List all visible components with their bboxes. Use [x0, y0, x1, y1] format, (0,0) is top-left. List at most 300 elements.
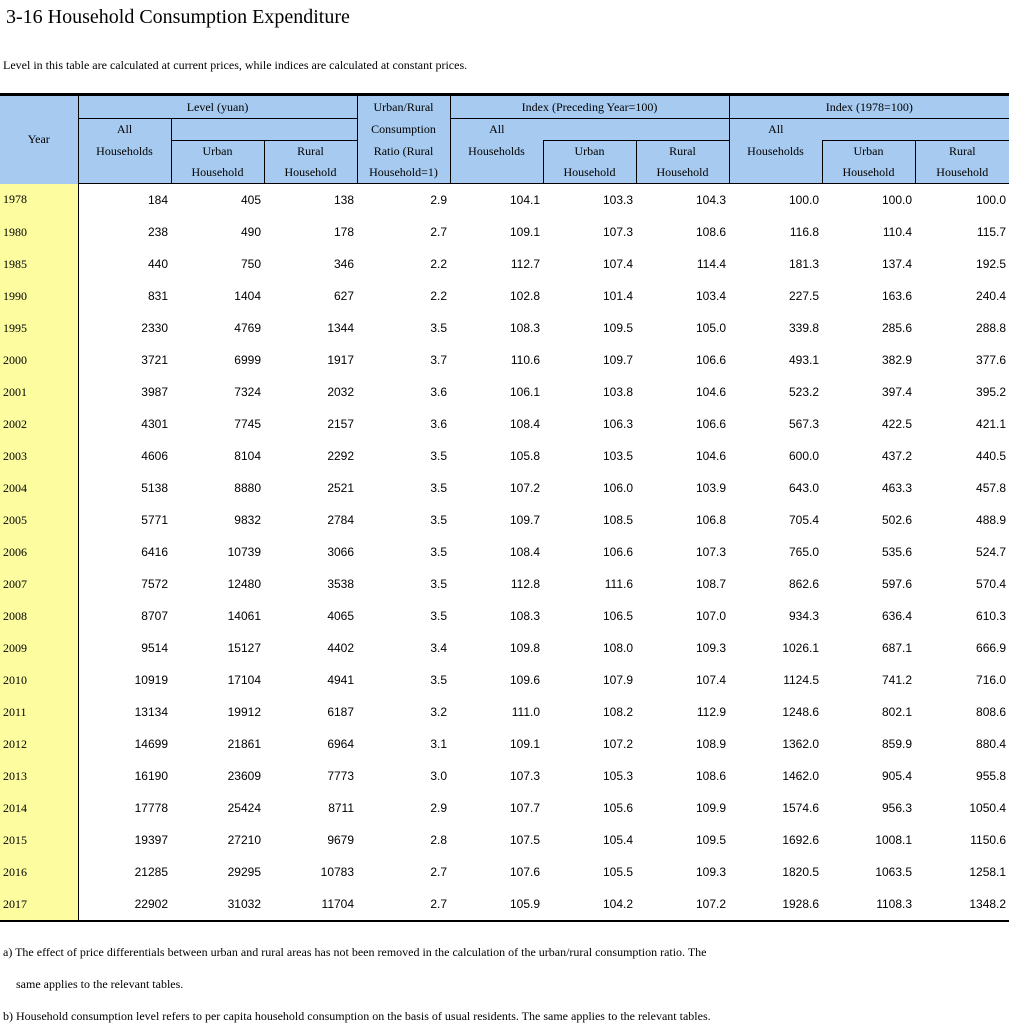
cell-level-rural: 138	[333, 193, 355, 207]
cell-prev-rural: 106.6	[695, 417, 727, 431]
cell-base-all: 493.1	[788, 353, 820, 367]
cell-ratio: 3.5	[430, 609, 448, 623]
cell-base-urban: 1108.3	[822, 888, 915, 921]
cell-ratio: 3.1	[430, 737, 448, 751]
cell-ratio: 3.2	[430, 705, 448, 719]
cell-ratio: 2.2	[430, 289, 448, 303]
header-level-rural-line1: Rural	[264, 141, 357, 163]
cell-prev-urban: 106.6	[602, 545, 634, 559]
cell-prev-rural: 114.4	[696, 257, 727, 271]
cell-prev-all: 104.1	[509, 193, 541, 207]
header-ratio-line4: Household=1)	[357, 162, 450, 184]
cell-level-all: 184	[147, 193, 168, 207]
cell-base-rural: 395.2	[976, 385, 1007, 399]
cell-level-all: 4606	[141, 449, 168, 463]
cell-base-rural: 457.8	[976, 481, 1007, 495]
cell-prev-rural: 106.8	[695, 513, 727, 527]
table-row	[0, 824, 1009, 856]
cell-year: 2013	[0, 760, 78, 792]
cell-prev-all: 107.2	[509, 481, 541, 495]
cell-base-all: 181.3	[788, 257, 820, 271]
cell-year: 2007	[0, 568, 78, 600]
cell-base-rural: 524.7	[976, 545, 1007, 559]
cell-prev-rural: 107.4	[695, 673, 727, 687]
table-row	[0, 888, 1009, 921]
cell-level-all: 440	[147, 257, 168, 271]
table-row	[0, 216, 1009, 248]
cell-prev-rural: 108.6	[695, 225, 727, 239]
cell-prev-urban: 108.2	[602, 705, 634, 719]
cell-ratio: 3.0	[430, 769, 448, 783]
cell-prev-rural: 109.9	[695, 801, 727, 815]
header-year: Year	[0, 95, 78, 184]
cell-prev-rural: 103.9	[695, 481, 727, 495]
cell-prev-urban: 103.3	[602, 193, 634, 207]
cell-level-all: 3987	[141, 385, 168, 399]
header-level-urban-line1: Urban	[171, 141, 264, 163]
table-row	[0, 536, 1009, 568]
header-ratio-line1: Urban/Rural	[357, 95, 450, 119]
cell-year: 1980	[0, 216, 78, 248]
cell-prev-urban: 106.5	[602, 609, 634, 623]
cell-base-rural: 115.7	[976, 225, 1007, 239]
cell-base-urban: 463.3	[881, 481, 913, 495]
cell-ratio: 3.5	[430, 673, 448, 687]
cell-level-urban: 405	[240, 193, 261, 207]
cell-ratio: 3.4	[430, 641, 448, 655]
cell-base-urban: 1063.5	[875, 865, 913, 879]
cell-ratio: 3.5	[430, 513, 448, 527]
cell-base-urban: 1008.1	[875, 833, 913, 847]
cell-level-all: 22902	[78, 888, 171, 921]
cell-year: 2002	[0, 408, 78, 440]
cell-year: 2011	[0, 696, 78, 728]
cell-base-rural: 1258.1	[969, 865, 1007, 879]
cell-level-rural: 11704	[264, 888, 357, 921]
cell-level-rural: 6964	[327, 737, 355, 751]
cell-level-urban: 15127	[227, 641, 261, 655]
header-level-rural-line2: Household	[264, 162, 357, 184]
cell-prev-rural: 107.0	[695, 609, 727, 623]
cell-base-urban: 437.2	[881, 449, 913, 463]
cell-year: 2010	[0, 664, 78, 696]
table-row	[0, 344, 1009, 376]
table-row	[0, 184, 1009, 217]
cell-level-rural: 4402	[327, 641, 355, 655]
cell-level-rural: 7773	[327, 769, 355, 783]
cell-prev-rural: 103.4	[695, 289, 727, 303]
cell-year: 2015	[0, 824, 78, 856]
cell-level-all: 13134	[134, 705, 168, 719]
cell-year: 2005	[0, 504, 78, 536]
cell-level-rural: 1917	[327, 353, 355, 367]
cell-level-rural: 2292	[327, 449, 355, 463]
cell-level-rural: 6187	[327, 705, 355, 719]
cell-prev-all: 109.6	[509, 673, 541, 687]
header-index-preceding-year: Index (Preceding Year=100)	[450, 95, 729, 119]
cell-prev-urban: 103.5	[602, 449, 634, 463]
header-base-all-line3	[729, 162, 822, 184]
cell-base-urban: 956.3	[881, 801, 913, 815]
cell-base-rural: 808.6	[976, 705, 1007, 719]
table-row	[0, 472, 1009, 504]
cell-level-urban: 23609	[227, 769, 261, 783]
cell-level-urban: 14061	[227, 609, 261, 623]
table-row	[0, 792, 1009, 824]
header-ratio-line3: Ratio (Rural	[357, 141, 450, 163]
cell-level-rural: 2784	[327, 513, 355, 527]
cell-base-all: 523.2	[788, 385, 820, 399]
cell-year: 2012	[0, 728, 78, 760]
cell-prev-all: 107.7	[509, 801, 541, 815]
cell-base-all: 600.0	[788, 449, 820, 463]
note-b: b) Household consumption level refers to per capita household consumption on the basis of usual residents. The same applies to the relevant tables.	[3, 1009, 711, 1023]
header-base-spacer	[822, 119, 1009, 141]
table-header	[0, 95, 1009, 184]
cell-level-urban: 25424	[227, 801, 261, 815]
cell-prev-rural: 105.0	[695, 321, 727, 335]
cell-ratio: 3.5	[430, 481, 448, 495]
cell-base-all: 1462.0	[782, 769, 820, 783]
cell-base-all: 765.0	[788, 545, 820, 559]
cell-level-urban: 7324	[234, 385, 261, 399]
cell-level-urban: 6999	[234, 353, 261, 367]
header-base-urban-line1: Urban	[822, 141, 915, 163]
cell-base-rural: 288.8	[976, 321, 1007, 335]
table-row	[0, 728, 1009, 760]
cell-year: 2003	[0, 440, 78, 472]
header-base-rural-line1: Rural	[915, 141, 1009, 163]
cell-prev-urban: 108.5	[602, 513, 634, 527]
cell-year: 1995	[0, 312, 78, 344]
cell-level-all: 14699	[134, 737, 168, 751]
cell-prev-urban: 103.8	[602, 385, 634, 399]
header-level-all-line1: All	[78, 119, 171, 141]
cell-level-rural: 9679	[327, 833, 355, 847]
cell-base-urban: 741.2	[881, 673, 913, 687]
cell-prev-rural: 108.6	[695, 769, 727, 783]
cell-prev-all: 109.8	[509, 641, 541, 655]
cell-prev-all: 108.4	[509, 417, 541, 431]
cell-base-urban: 535.6	[881, 545, 913, 559]
cell-base-rural: 955.8	[976, 769, 1007, 783]
cell-year: 2004	[0, 472, 78, 504]
cell-base-rural: 192.5	[976, 257, 1007, 271]
cell-prev-rural: 107.2	[636, 888, 729, 921]
cell-prev-all: 109.7	[509, 513, 541, 527]
cell-base-all: 339.8	[788, 321, 820, 335]
header-prev-all-line3	[450, 162, 543, 184]
cell-base-all: 934.3	[788, 609, 820, 623]
cell-ratio: 2.9	[430, 193, 448, 207]
table-row	[0, 568, 1009, 600]
cell-base-all: 705.4	[788, 513, 820, 527]
cell-base-urban: 905.4	[881, 769, 913, 783]
cell-prev-urban: 108.0	[602, 641, 634, 655]
cell-level-all: 238	[147, 225, 168, 239]
cell-level-rural: 178	[333, 225, 355, 239]
cell-level-rural: 1344	[327, 321, 355, 335]
cell-level-urban: 17104	[227, 673, 261, 687]
table-row	[0, 760, 1009, 792]
cell-ratio: 2.7	[357, 888, 450, 921]
cell-prev-all: 108.4	[509, 545, 541, 559]
table-row	[0, 696, 1009, 728]
cell-ratio: 3.5	[430, 545, 448, 559]
cell-ratio: 2.2	[430, 257, 448, 271]
cell-prev-all: 108.3	[509, 609, 541, 623]
cell-base-all: 862.6	[788, 577, 820, 591]
cell-level-urban: 4769	[234, 321, 261, 335]
cell-prev-rural: 108.9	[695, 737, 727, 751]
cell-base-rural: 880.4	[976, 737, 1007, 751]
cell-level-urban: 9832	[234, 513, 261, 527]
table-row	[0, 312, 1009, 344]
cell-level-rural: 627	[333, 289, 355, 303]
cell-base-urban: 687.1	[881, 641, 913, 655]
cell-prev-urban: 107.4	[602, 257, 634, 271]
cell-base-all: 1928.6	[729, 888, 822, 921]
header-prev-all-line1: All	[450, 119, 543, 141]
cell-level-urban: 19912	[227, 705, 261, 719]
cell-base-urban: 502.6	[881, 513, 913, 527]
cell-prev-all: 107.5	[509, 833, 541, 847]
cell-prev-all: 112.7	[510, 257, 541, 271]
cell-year: 1990	[0, 280, 78, 312]
cell-prev-all: 112.8	[510, 577, 541, 591]
cell-base-rural: 666.9	[976, 641, 1007, 655]
cell-prev-rural: 104.6	[695, 385, 727, 399]
header-level-all-line2: Households	[78, 141, 171, 163]
cell-prev-urban: 105.5	[602, 865, 634, 879]
cell-base-all: 1248.6	[782, 705, 820, 719]
cell-ratio: 3.5	[430, 321, 448, 335]
cell-base-all: 227.5	[788, 289, 820, 303]
cell-prev-rural: 112.9	[696, 705, 727, 719]
note-a-line2: same applies to the relevant tables.	[16, 977, 184, 991]
cell-prev-urban: 105.3	[602, 769, 634, 783]
cell-ratio: 3.7	[430, 353, 448, 367]
cell-level-urban: 27210	[227, 833, 261, 847]
cell-level-rural: 2032	[327, 385, 355, 399]
cell-base-rural: 716.0	[976, 673, 1007, 687]
cell-level-urban: 1404	[234, 289, 261, 303]
cell-level-all: 6416	[141, 545, 168, 559]
cell-year: 2001	[0, 376, 78, 408]
cell-level-urban: 750	[240, 257, 261, 271]
cell-level-all: 17778	[134, 801, 168, 815]
cell-base-all: 1574.6	[782, 801, 820, 815]
cell-prev-rural: 109.3	[695, 641, 727, 655]
cell-base-urban: 163.6	[881, 289, 913, 303]
cell-prev-urban: 107.9	[602, 673, 634, 687]
header-level-all-line3	[78, 162, 171, 184]
cell-base-rural: 1150.6	[970, 833, 1007, 847]
cell-ratio: 2.7	[430, 865, 448, 879]
cell-base-all: 1026.1	[782, 641, 820, 655]
cell-base-rural: 488.9	[976, 513, 1007, 527]
cell-prev-all: 105.8	[509, 449, 541, 463]
cell-prev-rural: 108.7	[695, 577, 727, 591]
header-base-urban-line2: Household	[822, 162, 915, 184]
header-base-rural-line2: Household	[915, 162, 1009, 184]
cell-prev-all: 107.3	[509, 769, 541, 783]
cell-base-urban: 636.4	[881, 609, 913, 623]
cell-level-rural: 2521	[327, 481, 355, 495]
header-base-all-line2: Households	[729, 141, 822, 163]
cell-base-all: 567.3	[788, 417, 820, 431]
cell-year: 2009	[0, 632, 78, 664]
cell-base-all: 1362.0	[782, 737, 820, 751]
cell-base-all: 1124.5	[783, 673, 820, 687]
table-row	[0, 632, 1009, 664]
cell-prev-rural: 106.6	[695, 353, 727, 367]
cell-level-rural: 346	[333, 257, 355, 271]
header-ratio-line2: Consumption	[357, 119, 450, 141]
cell-prev-rural: 104.6	[695, 449, 727, 463]
cell-base-urban: 859.9	[881, 737, 913, 751]
table-row	[0, 408, 1009, 440]
cell-prev-all: 110.6	[510, 353, 541, 367]
header-index-1978: Index (1978=100)	[729, 95, 1009, 119]
cell-base-rural: 610.3	[976, 609, 1007, 623]
cell-prev-rural: 107.3	[695, 545, 727, 559]
cell-prev-all: 108.3	[509, 321, 541, 335]
cell-prev-urban: 104.2	[543, 888, 636, 921]
cell-base-urban: 285.6	[881, 321, 913, 335]
consumption-table	[0, 93, 1009, 922]
table-row	[0, 856, 1009, 888]
cell-base-rural: 1348.2	[915, 888, 1009, 921]
table-row	[0, 376, 1009, 408]
cell-ratio: 3.5	[430, 449, 448, 463]
cell-level-all: 16190	[134, 769, 168, 783]
cell-prev-urban: 107.3	[602, 225, 634, 239]
cell-level-urban: 490	[240, 225, 261, 239]
cell-level-all: 7572	[141, 577, 168, 591]
cell-base-all: 1692.6	[782, 833, 820, 847]
cell-prev-rural: 104.3	[695, 193, 727, 207]
note-a-line1: a) The effect of price differentials between urban and rural areas has not been removed in the calculation of the urban/rural consumption ratio. The	[3, 945, 707, 959]
cell-base-urban: 422.5	[881, 417, 913, 431]
cell-level-urban: 8880	[234, 481, 261, 495]
header-level-urban-line2: Household	[171, 162, 264, 184]
header-level-spacer	[171, 119, 357, 141]
cell-base-urban: 597.6	[881, 577, 913, 591]
table-row	[0, 440, 1009, 472]
cell-prev-urban: 106.0	[602, 481, 634, 495]
cell-level-all: 8707	[141, 609, 168, 623]
cell-base-rural: 240.4	[976, 289, 1007, 303]
cell-base-all: 116.8	[789, 225, 820, 239]
cell-base-urban: 137.4	[881, 257, 913, 271]
cell-base-urban: 110.4	[882, 225, 913, 239]
table-row	[0, 504, 1009, 536]
cell-base-rural: 1050.4	[969, 801, 1007, 815]
cell-level-all: 5771	[141, 513, 168, 527]
cell-year: 2016	[0, 856, 78, 888]
header-base-all-line1: All	[729, 119, 822, 141]
cell-prev-urban: 101.4	[602, 289, 634, 303]
cell-year: 1985	[0, 248, 78, 280]
cell-prev-urban: 109.5	[602, 321, 634, 335]
cell-level-all: 9514	[141, 641, 168, 655]
cell-level-urban: 8104	[234, 449, 261, 463]
cell-level-urban: 31032	[171, 888, 264, 921]
cell-ratio: 3.6	[430, 385, 448, 399]
cell-year: 2000	[0, 344, 78, 376]
cell-base-rural: 100.0	[976, 193, 1007, 207]
cell-base-urban: 100.0	[881, 193, 913, 207]
cell-level-all: 5138	[141, 481, 168, 495]
cell-base-urban: 802.1	[881, 705, 913, 719]
cell-ratio: 2.9	[430, 801, 448, 815]
cell-year: 2006	[0, 536, 78, 568]
table-body	[0, 184, 1009, 922]
cell-prev-all: 102.8	[509, 289, 541, 303]
cell-level-all: 4301	[141, 417, 168, 431]
header-prev-all-line2: Households	[450, 141, 543, 163]
cell-year: 2017	[0, 888, 78, 921]
table-subtitle: Level in this table are calculated at current prices, while indices are calculated at constant prices.	[3, 58, 468, 72]
cell-base-all: 1820.5	[782, 865, 820, 879]
cell-ratio: 2.8	[430, 833, 448, 847]
cell-base-rural: 440.5	[976, 449, 1007, 463]
cell-level-urban: 21861	[227, 737, 261, 751]
cell-year: 2014	[0, 792, 78, 824]
cell-ratio: 3.6	[430, 417, 448, 431]
cell-level-rural: 4941	[327, 673, 355, 687]
cell-prev-all: 109.1	[509, 737, 541, 751]
cell-level-rural: 8711	[328, 801, 355, 815]
header-prev-rural-line2: Household	[636, 162, 729, 184]
cell-level-urban: 12480	[227, 577, 261, 591]
cell-level-urban: 10739	[227, 545, 261, 559]
table-row	[0, 248, 1009, 280]
cell-prev-urban: 107.2	[602, 737, 634, 751]
cell-base-rural: 570.4	[976, 577, 1007, 591]
cell-level-urban: 7745	[234, 417, 261, 431]
cell-prev-urban: 105.6	[602, 801, 634, 815]
cell-level-all: 2330	[141, 321, 168, 335]
cell-level-rural: 2157	[327, 417, 355, 431]
cell-level-all: 3721	[141, 353, 168, 367]
table-row	[0, 664, 1009, 696]
cell-level-rural: 3538	[327, 577, 355, 591]
cell-prev-urban: 106.3	[602, 417, 634, 431]
header-prev-spacer	[543, 119, 729, 141]
cell-base-rural: 377.6	[976, 353, 1007, 367]
cell-year: 1978	[0, 184, 78, 217]
cell-prev-urban: 109.7	[602, 353, 634, 367]
cell-ratio: 2.7	[430, 225, 448, 239]
page-title: 3-16 Household Consumption Expenditure	[6, 6, 350, 28]
cell-base-all: 100.0	[788, 193, 820, 207]
cell-base-urban: 382.9	[881, 353, 913, 367]
cell-prev-urban: 105.4	[602, 833, 634, 847]
header-prev-urban-line2: Household	[543, 162, 636, 184]
table-row	[0, 600, 1009, 632]
header-prev-rural-line1: Rural	[636, 141, 729, 163]
cell-base-urban: 397.4	[881, 385, 913, 399]
cell-level-all: 19397	[134, 833, 168, 847]
cell-prev-all: 107.6	[509, 865, 541, 879]
cell-level-urban: 29295	[227, 865, 261, 879]
cell-level-all: 21285	[134, 865, 168, 879]
cell-prev-urban: 111.6	[604, 577, 634, 591]
cell-year: 2008	[0, 600, 78, 632]
table-row	[0, 280, 1009, 312]
